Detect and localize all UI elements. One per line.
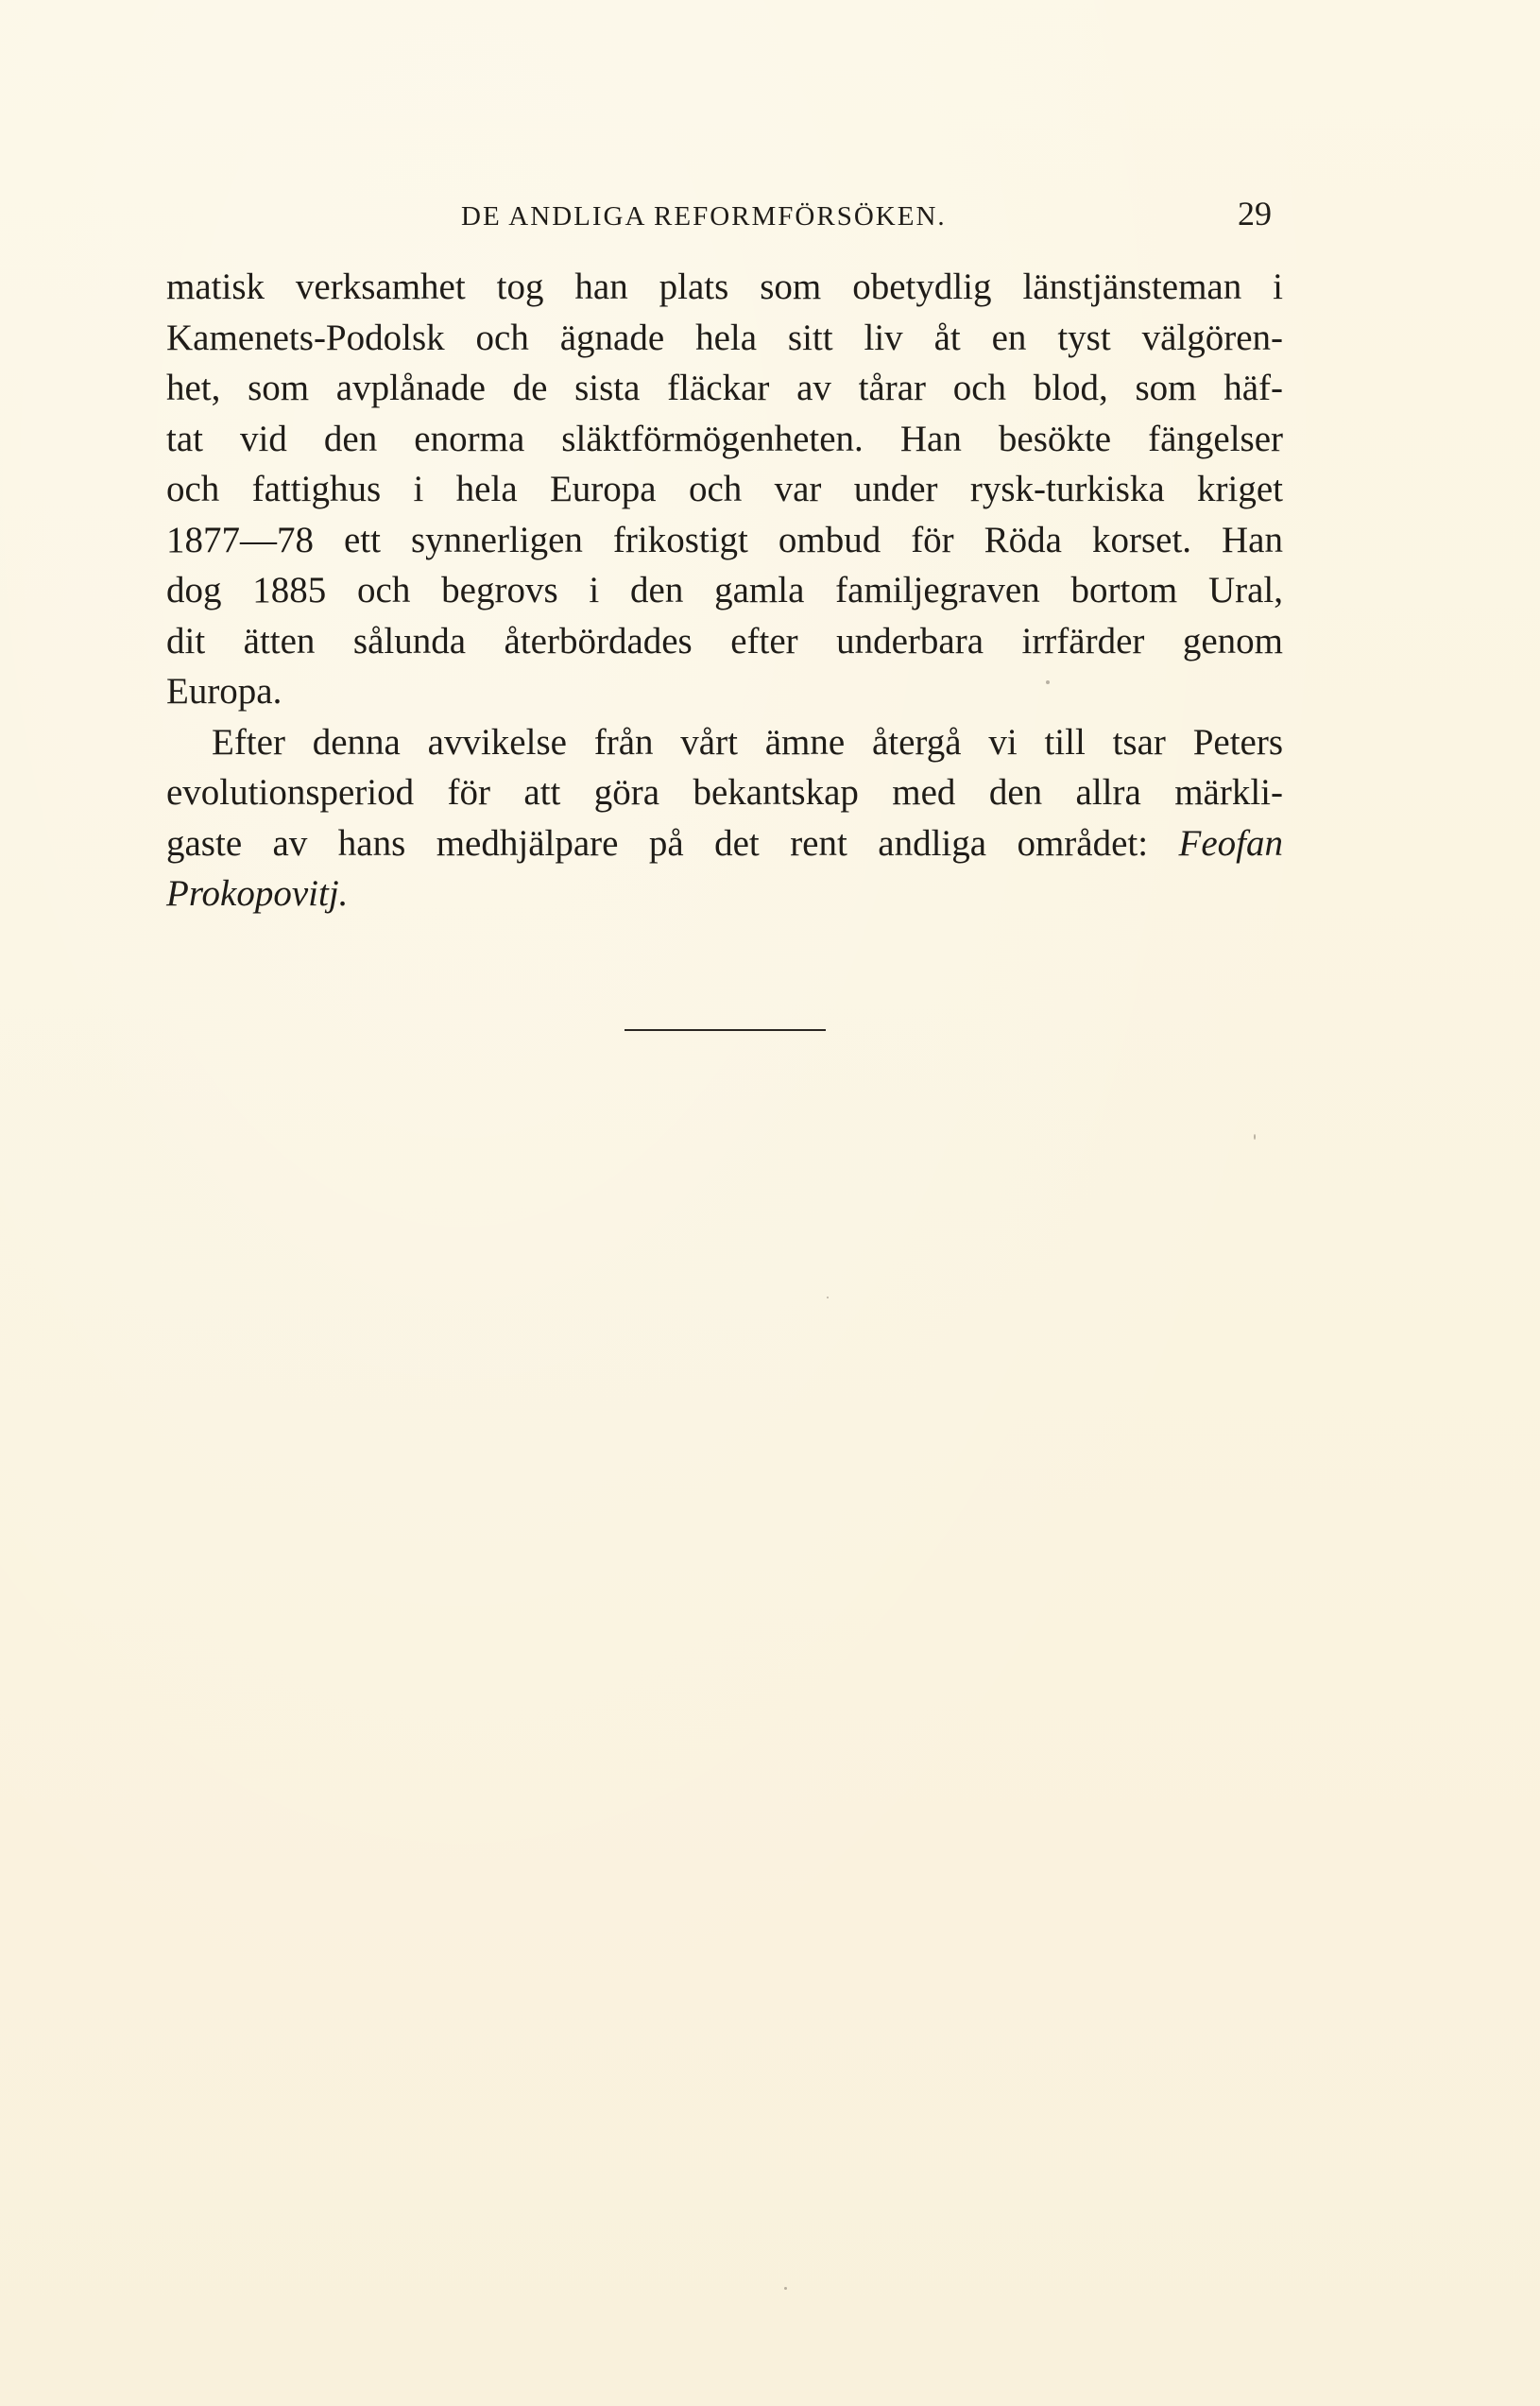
text-segment: gaste av hans medhjälpare på det rent andliga området:	[166, 822, 1149, 864]
paper-speck	[827, 1297, 829, 1298]
text-line: het, som avplånade de sista fläckar av tårar och blod, som häf-	[166, 368, 1283, 408]
paper-speck	[1046, 680, 1050, 684]
text-line: evolutionsperiod för att göra bekantskap med den allra märkli-	[166, 772, 1283, 813]
italic-name: Prokopovitj.	[166, 873, 349, 914]
text-line	[166, 818, 1283, 869]
text-line: tat vid den enorma släktförmögenheten. Han besökte fängelser	[166, 418, 1283, 459]
text-line: 1877—78 ett synnerligen frikostigt ombud för Röda korset. Han	[166, 519, 1283, 560]
paper-speck	[1254, 1134, 1256, 1140]
text-line: Efter denna avvikelse från vårt ämne återgå vi till tsar Peters	[212, 721, 1283, 763]
text-line: dog 1885 och begrovs i den gamla familjegraven bortom Ural,	[166, 570, 1283, 610]
text-line: Europa.	[166, 671, 282, 712]
section-divider	[625, 1029, 826, 1031]
text-line: och fattighus i hela Europa och var under rysk-turkiska kriget	[166, 469, 1283, 509]
italic-name: Feofan	[1178, 822, 1283, 864]
text-line: Kamenets-Podolsk och ägnade hela sitt liv åt en tyst välgören-	[166, 317, 1283, 358]
running-head	[0, 194, 1540, 241]
chapter-title: DE ANDLIGA REFORMFÖRSÖKEN.	[461, 201, 947, 232]
text-line: matisk verksamhet tog han plats som obetydlig länstjänsteman i	[166, 266, 1283, 307]
paper-speck	[784, 2287, 787, 2290]
body-text	[166, 262, 1283, 919]
page-number: 29	[1238, 195, 1272, 232]
text-line: dit ätten sålunda återbördades efter underbara irrfärder genom	[166, 620, 1283, 662]
